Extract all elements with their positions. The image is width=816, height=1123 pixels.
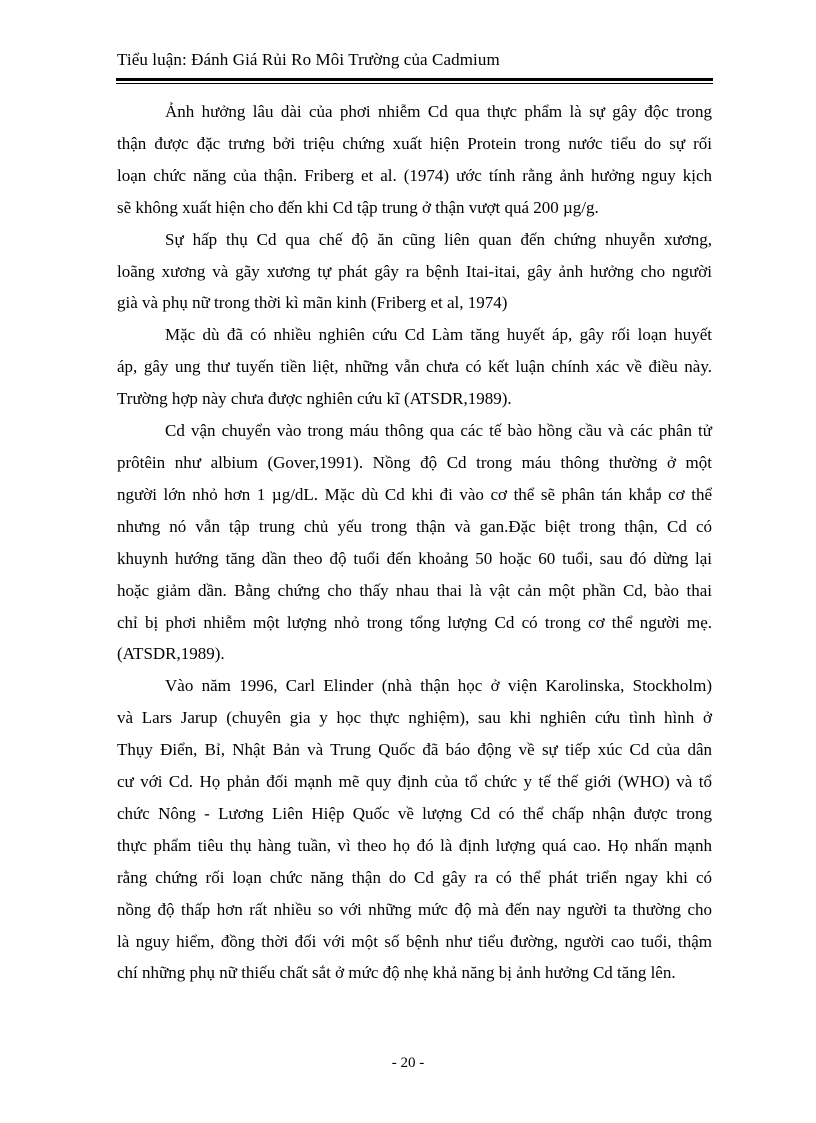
text-line: loạn chức năng của thận. Friberg et al. (1974) ước tính rằng ảnh hưởng nguy kịch: [117, 165, 712, 185]
paragraph: [117, 319, 712, 415]
text-line: chức Nông - Lương Liên Hiệp Quốc về lượng Cd có thể chấp nhận được trong: [117, 803, 712, 823]
paragraph: [117, 224, 712, 320]
text-line: Ảnh hưởng lâu dài của phơi nhiễm Cd qua thực phẩm là sự gây độc trong: [165, 102, 712, 121]
paragraph: [117, 670, 712, 989]
text-line: khuynh hướng tăng dần theo độ tuổi đến khoảng 50 hoặc 60 tuổi, sau đó dừng lại: [117, 548, 712, 568]
text-line: Cd vận chuyển vào trong máu thông qua các tế bào hồng cầu và các phân tử: [165, 421, 712, 441]
text-line: prôtêin như albium (Gover,1991). Nồng độ Cd trong máu thông thường ở một: [117, 452, 712, 472]
text-line: loãng xương và gãy xương tự phát gây ra bệnh Itai-itai, gây ảnh hưởng cho người: [117, 261, 712, 281]
text-line: là nguy hiểm, đồng thời đối với một số bệnh như tiểu đường, người cao tuổi, thậm: [117, 931, 712, 951]
text-line: nhưng nó vẫn tập trung chủ yếu trong thận và gan.Đặc biệt trong thận, Cd có: [117, 516, 712, 536]
header-rule-thin: [116, 83, 713, 84]
page-number: - 20 -: [391, 1055, 425, 1071]
text-line: thực phẩm tiêu thụ hàng tuần, vì theo họ đó là định lượng quá cao. Họ nhấn mạnh: [117, 835, 712, 855]
text-line: chí những phụ nữ thiếu chất sắt ở mức độ nhẹ khả năng bị ảnh hưởng Cd tăng lên.: [117, 963, 676, 983]
text-line: già và phụ nữ trong thời kì mãn kinh (Friberg et al, 1974): [117, 293, 508, 313]
paragraph: [117, 96, 712, 224]
text-line: Mặc dù đã có nhiều nghiên cứu Cd Làm tăng huyết áp, gây rối loạn huyết: [165, 325, 712, 345]
text-line: áp, gây ung thư tuyến tiền liệt, những vẫn chưa có kết luận chính xác về điều này.: [117, 357, 712, 377]
page-header: Tiểu luận: Đánh Giá Rủi Ro Môi Trường của Cadmium: [117, 50, 500, 69]
text-line: Vào năm 1996, Carl Elinder (nhà thận học ở viện Karolinska, Stockholm): [165, 676, 712, 696]
text-line: (ATSDR,1989).: [117, 644, 225, 664]
text-line: và Lars Jarup (chuyên gia y học thực nghiệm), sau khi nghiên cứu tình hình ở: [117, 708, 712, 728]
text-line: Sự hấp thụ Cd qua chế độ ăn cũng liên quan đến chứng nhuyễn xương,: [165, 229, 712, 249]
text-line: chỉ bị phơi nhiễm một lượng nhỏ trong tổng lượng Cd có trong cơ thể người mẹ.: [117, 612, 712, 632]
text-line: Trường hợp này chưa được nghiên cứu kĩ (ATSDR,1989).: [117, 389, 512, 409]
text-line: nồng độ thấp hơn rất nhiều so với những mức độ mà đến nay người ta thường cho: [117, 899, 712, 919]
text-line: thận được đặc trưng bởi triệu chứng xuất hiện Protein trong nước tiểu do sự rối: [117, 133, 712, 153]
text-line: hoặc giảm dần. Bằng chứng cho thấy nhau thai là vật cản một phần Cd, bào thai: [117, 580, 712, 600]
text-line: người lớn nhỏ hơn 1 µg/dL. Mặc dù Cd khi đi vào cơ thể sẽ phân tán khắp cơ thể: [117, 484, 712, 504]
text-line: Thụy Điển, Bỉ, Nhật Bản và Trung Quốc đã báo động về sự tiếp xúc Cd của dân: [117, 740, 712, 760]
text-line: rằng chứng rối loạn chức năng thận do Cd gây ra có thể phát triển ngay khi có: [117, 867, 712, 887]
document-body: [117, 96, 712, 989]
text-line: sẽ không xuất hiện cho đến khi Cd tập trung ở thận vượt quá 200 µg/g.: [117, 197, 599, 217]
text-line: cư với Cd. Họ phản đối mạnh mẽ quy định của tổ chức y tế thế giới (WHO) và tổ: [117, 772, 712, 792]
paragraph: [117, 415, 712, 670]
header-rule-thick: [116, 78, 713, 81]
